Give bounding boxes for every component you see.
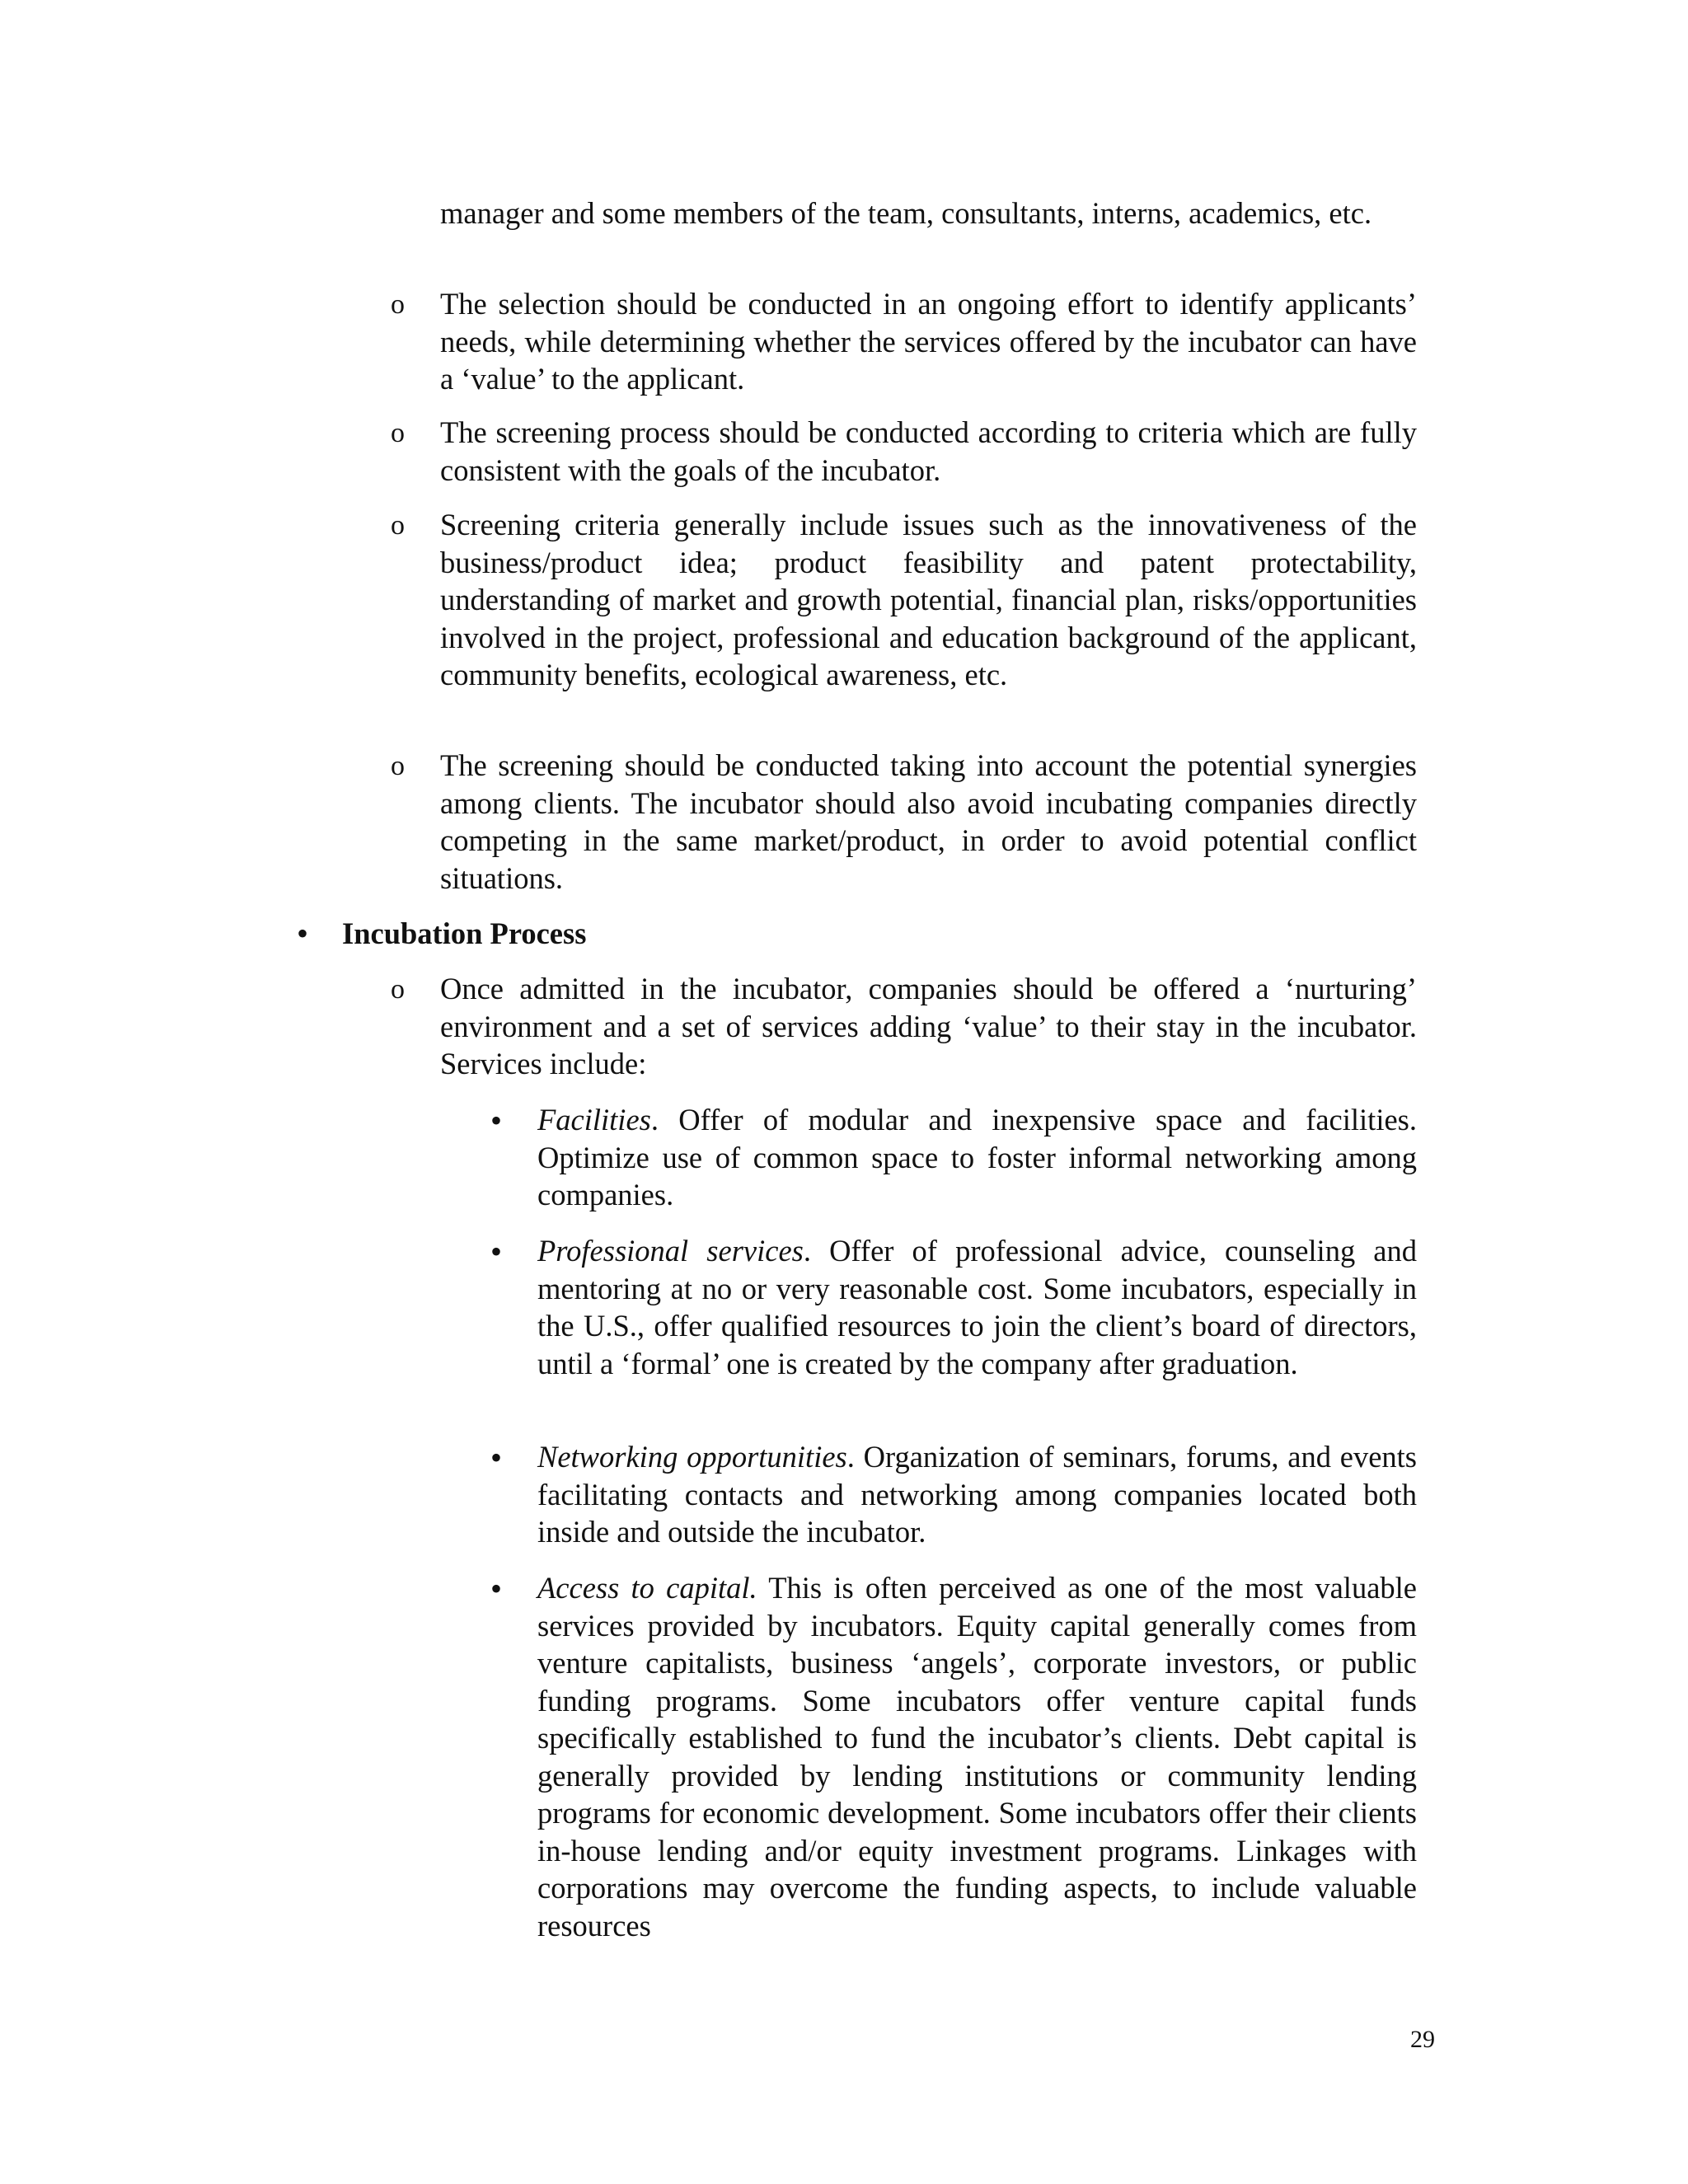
service-term: Access to capital. <box>537 1571 757 1605</box>
page-number: 29 <box>1410 2026 1435 2053</box>
bullet-marker: • <box>490 1102 503 1139</box>
bullet-marker: • <box>297 915 309 952</box>
service-description: This is often perceived as one of the most valuable services provided by incubators. Equity capital generally comes from venture capitalists, business ‘angels’, corporate investors, or public funding programs. Some incubators offer venture capital funds specifically established to fund the incubator’s clients. Debt capital is generally provided by lending institutions or community lending programs for economic development. Some incubators offer their clients in-house lending and/or equity investment programs. Linkages with corporations may overcome the funding aspects, to include valuable resources <box>537 1571 1417 1943</box>
service-facilities <box>537 1101 1417 1214</box>
continuation-paragraph: manager and some members of the team, consultants, interns, academics, etc. <box>440 196 1372 230</box>
bullet-marker: • <box>490 1570 503 1607</box>
service-networking <box>537 1438 1417 1551</box>
service-term: Networking opportunities <box>537 1440 847 1474</box>
service-capital <box>537 1569 1417 1944</box>
section-heading: Incubation Process <box>342 916 587 950</box>
selection-point-4: The screening should be conducted taking into account the potential synergies among clients. The incubator should also avoid incubating companies directly competing in the same market/product, in order to avoid potential conflict situations. <box>440 748 1417 895</box>
service-term: Facilities <box>537 1103 651 1137</box>
service-description: . Offer of modular and inexpensive space and facilities. Optimize use of common space to foster informal networking among companies. <box>537 1103 1417 1212</box>
service-professional <box>537 1232 1417 1382</box>
sub-bullet-marker: o <box>391 510 405 541</box>
sub-bullet-marker: o <box>391 974 405 1005</box>
selection-point-2: The screening process should be conducted according to criteria which are fully consistent with the goals of the incubator. <box>440 415 1417 487</box>
bullet-marker: • <box>490 1439 503 1476</box>
sub-bullet-marker: o <box>391 289 405 320</box>
selection-point-3: Screening criteria generally include issues such as the innovativeness of the business/product idea; product feasibility and patent protectability, understanding of market and growth potential, financial plan, risks/opportunities involved in the project, professional and education background of the applicant, community benefits, ecological awareness, etc. <box>440 508 1417 691</box>
service-description: . Offer of professional advice, counseling and mentoring at no or very reasonable cost. Some incubators, especially in the U.S., offer qualified resources to join the client’s board of directors, until a ‘formal’ one is created by the company after graduation. <box>537 1234 1417 1380</box>
sub-bullet-marker: o <box>391 418 405 448</box>
selection-point-1: The selection should be conducted in an ongoing effort to identify applicants’ needs, while determining whether the services offered by the incubator can have a ‘value’ to the applicant. <box>440 287 1417 396</box>
service-term: Professional services <box>537 1234 804 1268</box>
incubation-intro: Once admitted in the incubator, companies should be offered a ‘nurturing’ environment and a set of services adding ‘value’ to their stay in the incubator. Services include: <box>440 972 1417 1080</box>
service-description: . Organization of seminars, forums, and events facilitating contacts and networking among companies located both inside and outside the incubator. <box>537 1440 1417 1549</box>
bullet-marker: • <box>490 1233 503 1270</box>
sub-bullet-marker: o <box>391 751 405 781</box>
